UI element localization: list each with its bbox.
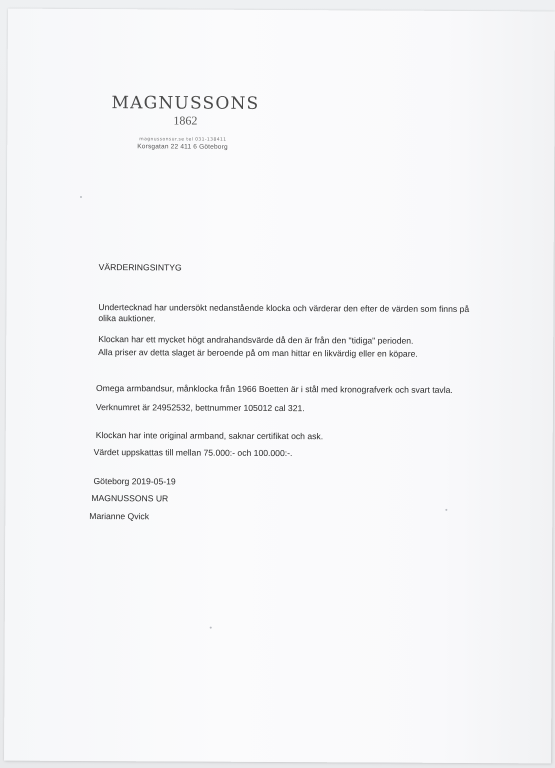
paragraph1-line1: Undertecknad har undersökt nedanstående klocka och värderar den efter de värden som finns på xyxy=(98,302,470,314)
brand-year: 1862 xyxy=(173,113,198,128)
paragraph2-line2: Alla priser av detta slaget är beroende på om man hittar en likvärdig eller en köpare. xyxy=(98,347,418,359)
signatory-name: Marianne Qvick xyxy=(89,511,150,522)
paper-speck xyxy=(445,509,447,511)
paragraph2-line1: Klockan har ett mycket högt andrahandsvärde då den är från den "tidiga" perioden. xyxy=(98,334,414,346)
brand-name: MAGNUSSONS xyxy=(111,93,260,114)
serial-numbers: Verknumret är 24952532, bettnummer 105012 cal 321. xyxy=(95,402,305,414)
address-line: Korsgatan 22 411 6 Göteborg xyxy=(137,143,228,151)
valuation-text: Värdet uppskattas till mellan 75.000:- och 100.000:-. xyxy=(93,447,293,459)
place-date: Göteborg 2019-05-19 xyxy=(93,476,176,487)
document-heading: VÄRDERINGSINTYG xyxy=(98,262,182,273)
company-name: MAGNUSSONS UR xyxy=(91,493,169,504)
paper-speck xyxy=(80,196,82,198)
condition-text: Klockan har inte original armband, saknar certifikat och ask. xyxy=(95,430,324,442)
paper-sheet xyxy=(4,9,555,764)
paragraph1-line2: olika auktioner. xyxy=(98,313,156,324)
paper-speck xyxy=(210,627,212,629)
letterhead xyxy=(105,93,265,128)
contact-line: magnussonsur.se tel 031-138411 xyxy=(139,137,227,143)
watch-description: Omega armbandsur, månklocka från 1966 Boetten är i stål med kronografverk och svart tavla. xyxy=(95,383,453,395)
